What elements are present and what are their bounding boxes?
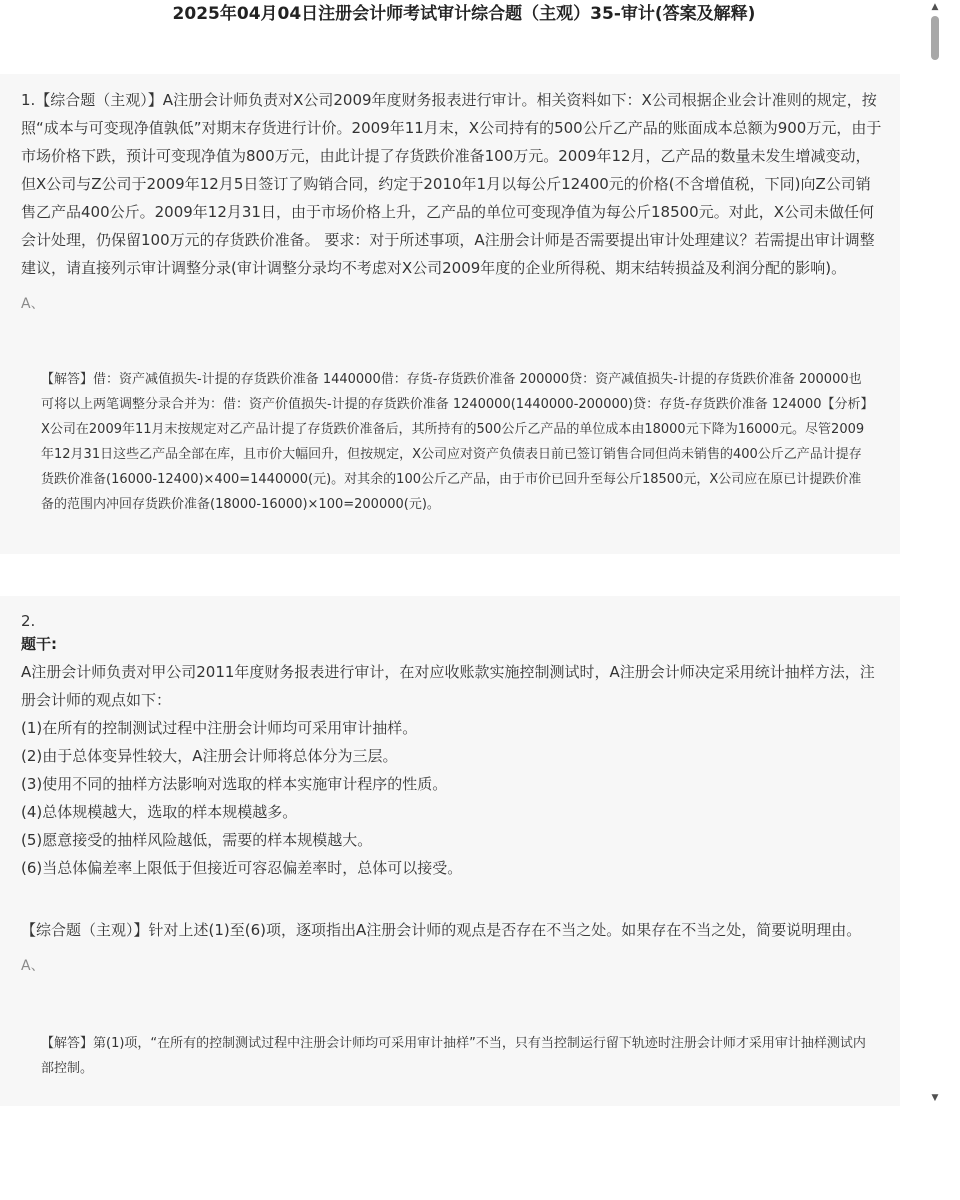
scroll-down-arrow-icon[interactable]: ▼ (931, 1093, 939, 1103)
question-2-point-2: (2)由于总体变异性较大，A注册会计师将总体分为三层。 (21, 747, 398, 765)
question-2-number: 2. (21, 612, 36, 630)
page-title: 2025年04月04日注册会计师考试审计综合题（主观）35-审计(答案及解释) (172, 4, 756, 24)
scrollbar-thumb[interactable] (931, 16, 939, 60)
question-2-point-5: (5)愿意接受的抽样风险越低，需要的样本规模越大。 (21, 831, 373, 849)
question-2-stem: A注册会计师负责对甲公司2011年度财务报表进行审计，在对应收账款实施控制测试时，A注册会计师决定采用统计抽样方法，注册会计师的观点如下： (21, 663, 875, 709)
question-1-text: 1.【综合题（主观）】A注册会计师负责对X公司2009年度财务报表进行审计。相关资料如下：X公司根据企业会计准则的规定，按照“成本与可变现净值孰低”对期末存货进行计价。2009年11月末，X公司持有的500公斤乙产品的账面成本总额为900万元，由于市场价格下跌，预计可变现净值为800万元，由此计提了存货跌价准备100万元。2009年12月，乙产品的数量未发生增减变动，但X公司与Z公司于2009年12月5日签订了购销合同，约定于2010年1月以每公斤12400元的价格(不含增值税，下同)向Z公司销售乙产品400公斤。2009年12月31日，由于市场价格上升，乙产品的单位可变现净值为每公斤18500元。对此，X公司未做任何会计处理，仍保留100万元的存货跌价准备。 要求：对于所述事项，A注册会计师是否需要提出审计处理建议？若需提出审计调整建议，请直接列示审计调整分录(审计调整分录均不考虑对X公司2009年度的企业所得税、期末结转损益及利润分配的影响)。 (21, 91, 882, 277)
question-2-point-3: (3)使用不同的抽样方法影响对选取的样本实施审计程序的性质。 (21, 775, 448, 793)
question-card-2 (0, 596, 900, 1106)
question-1-answer: 【解答】借：资产减值损失-计提的存货跌价准备 1440000借：存货-存货跌价准备 200000贷：资产减值损失-计提的存货跌价准备 200000也可将以上两笔调整分录合并为：借：资产价值损失-计提的存货跌价准备 1240000(1440000-200000)贷：存货-存货跌价准备 124000【分析】X公司在2009年11月末按规定对乙产品计提了存货跌价准备后，其所持有的500公斤乙产品的单位成本由18000元下降为16000元。尽管2009年12月31日这些乙产品全部在库，且市价大幅回升，但按规定，X公司应对资产负债表日前已签订销售合同但尚未销售的400公斤乙产品计提存货跌价准备(16000-12400)×400=1440000(元)。对其余的100公斤乙产品，由于市价已回升至每公斤18500元，X公司应在原已计提跌价准备的范围内冲回存货跌价准备(18000-16000)×100=200000(元)。 (41, 372, 868, 512)
question-2-point-1: (1)在所有的控制测试过程中注册会计师均可采用审计抽样。 (21, 719, 418, 737)
question-2-stem-label: 题干: (21, 635, 57, 653)
spacer (21, 882, 882, 916)
question-2-point-6: (6)当总体偏差率上限低于但接近可容忍偏差率时，总体可以接受。 (21, 859, 463, 877)
question-2-option-a[interactable]: A、 (21, 958, 45, 974)
question-2-question: 【综合题（主观）】针对上述(1)至(6)项，逐项指出A注册会计师的观点是否存在不当之处。如果存在不当之处，简要说明理由。 (21, 921, 862, 939)
vertical-scrollbar[interactable] (928, 0, 942, 1105)
question-card-1 (0, 74, 900, 554)
question-2-answer: 【解答】第(1)项，“在所有的控制测试过程中注册会计师均可采用审计抽样”不当，只有当控制运行留下轨迹时注册会计师才采用审计抽样测试内部控制。 (41, 1036, 866, 1076)
scroll-up-arrow-icon[interactable]: ▲ (931, 2, 939, 12)
question-2-point-4: (4)总体规模越大，选取的样本规模越多。 (21, 803, 298, 821)
question-1-option-a[interactable]: A、 (21, 296, 45, 312)
